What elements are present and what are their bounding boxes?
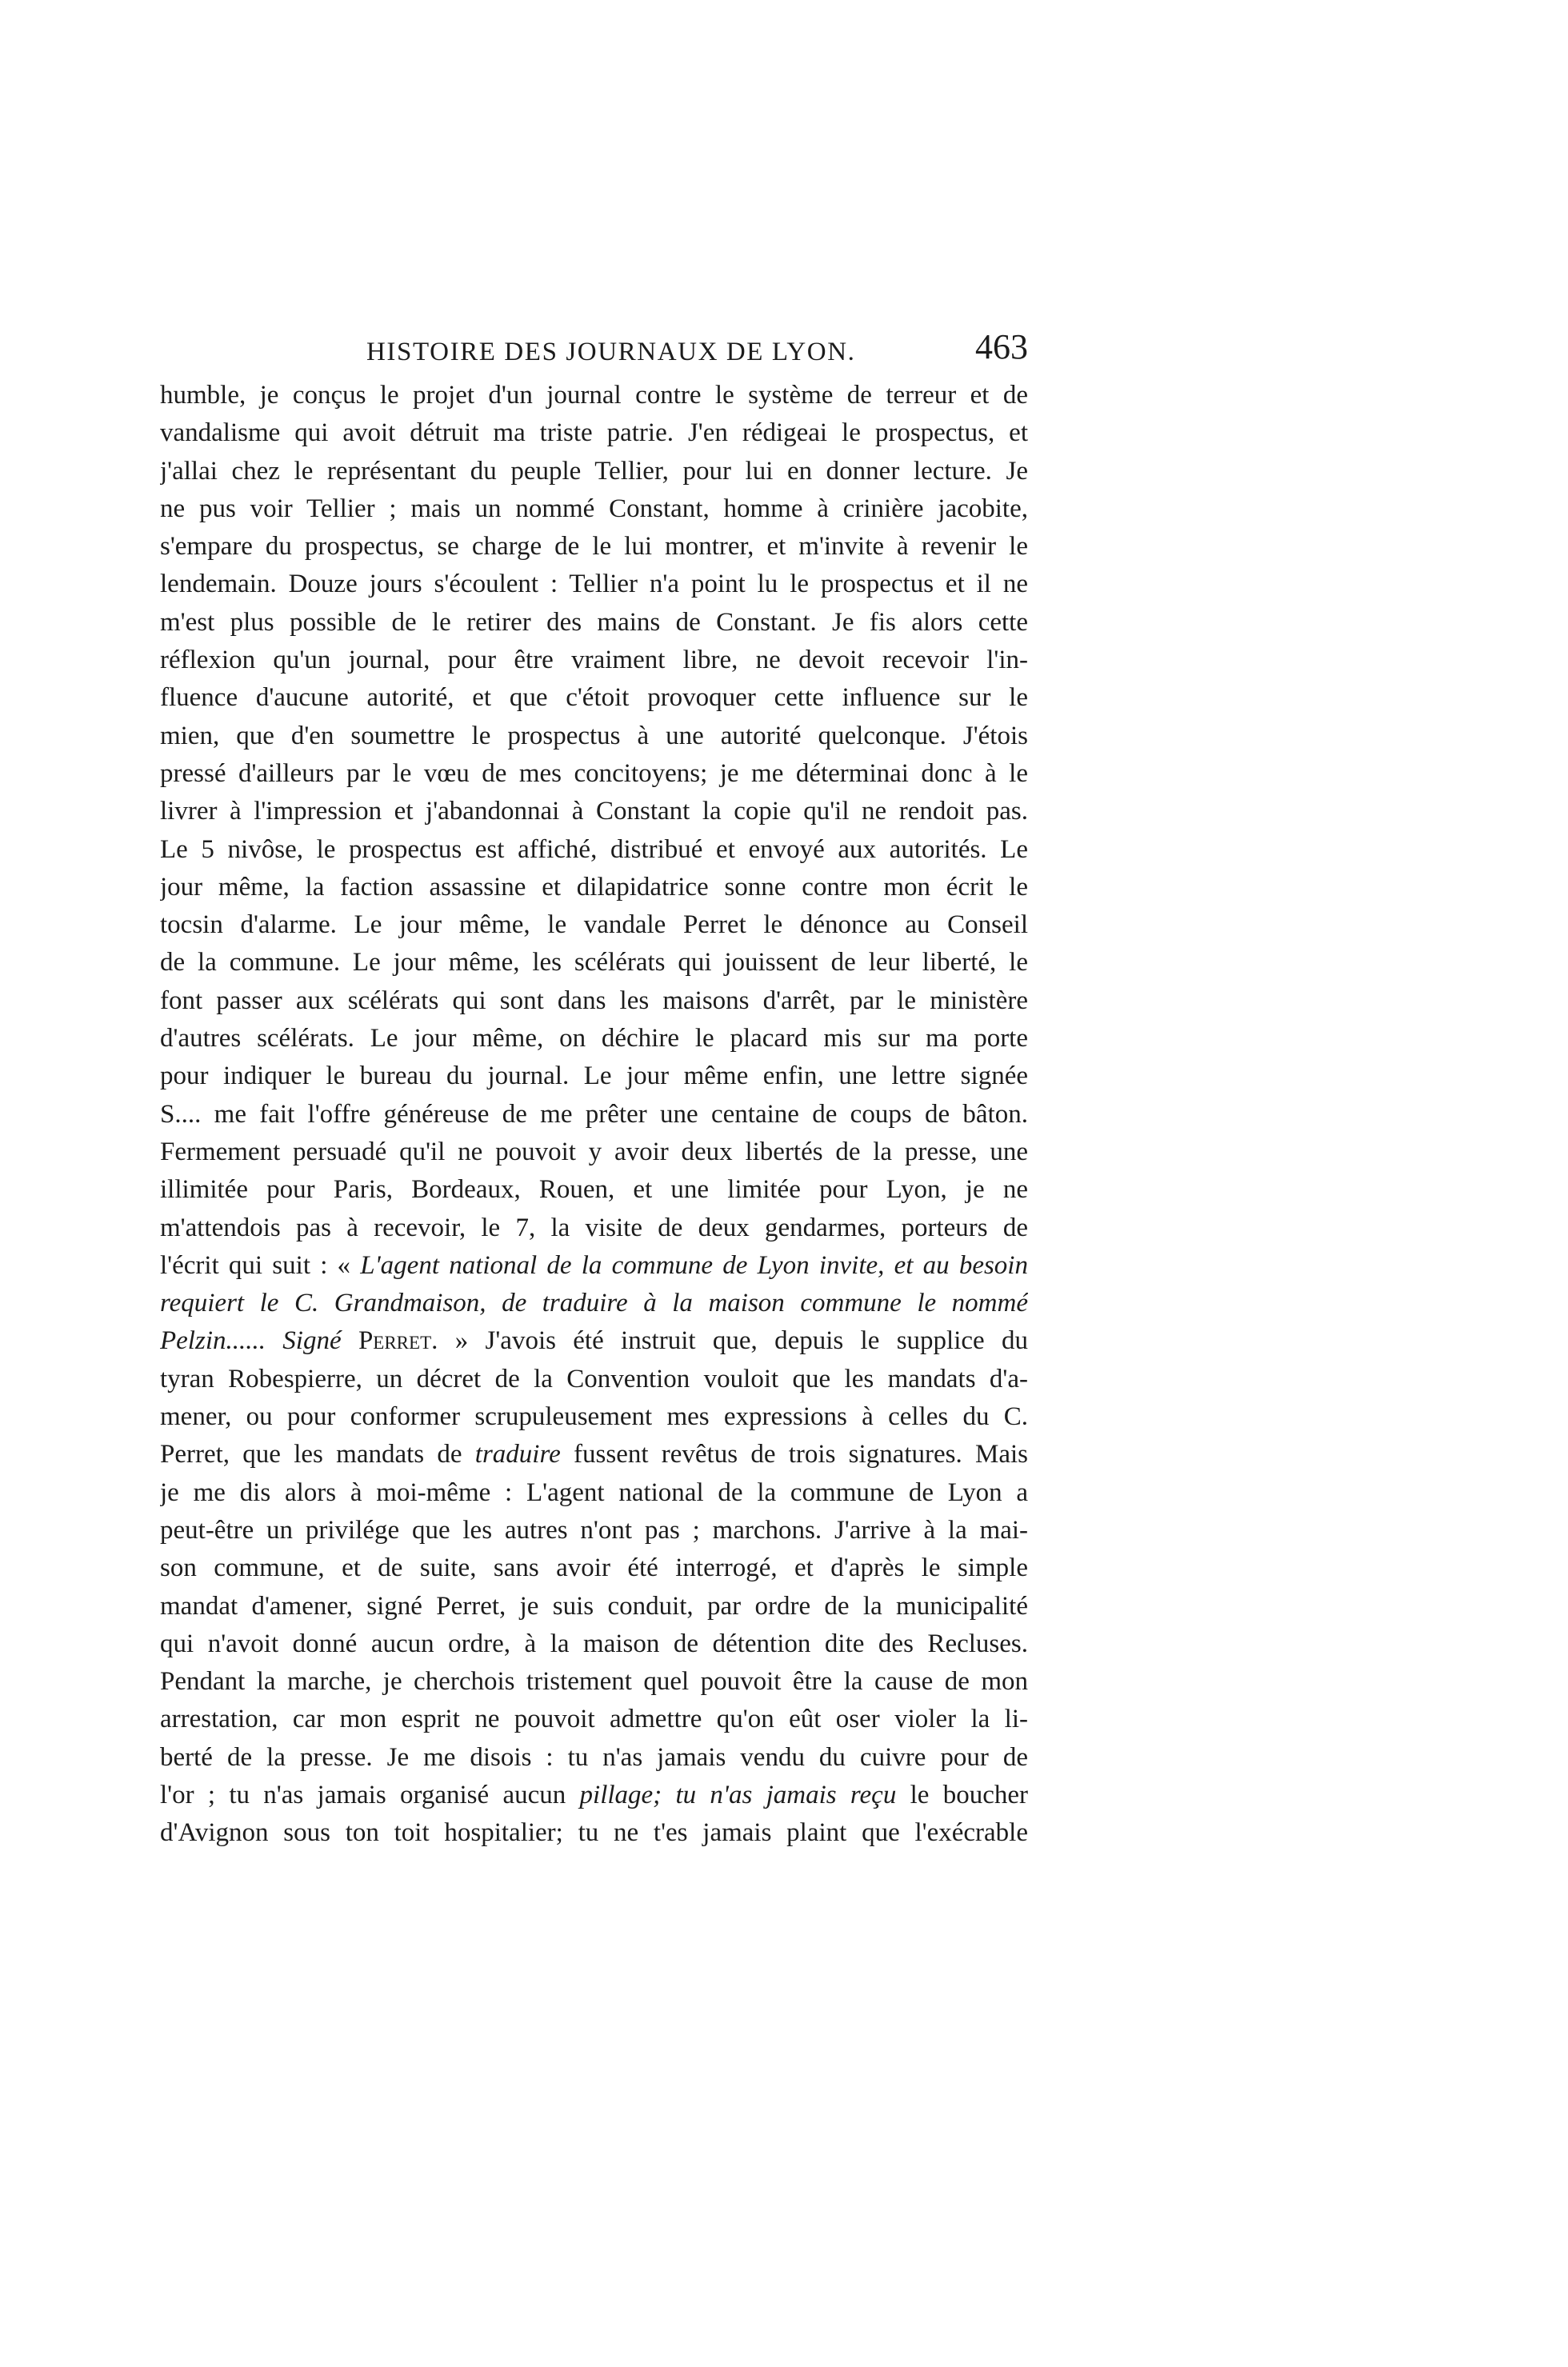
- text-line: tyran Robespierre, un décret de la Convention vouloit que les mandats d'a-: [160, 1364, 1028, 1393]
- line-text-tail: fussent revêtus de trois signatures. Mais: [560, 1440, 1028, 1469]
- text-line: d'autres scélérats. Le jour même, on déchire le placard mis sur ma porte: [160, 1024, 1028, 1054]
- text-line: livrer à l'impression et j'abandonnai à Constant la copie qu'il ne rendoit pas.: [160, 797, 1028, 826]
- text-line: peut-être un privilége que les autres n'ont pas ; marchons. J'arrive à la mai-: [160, 1515, 1028, 1545]
- text-line: mener, ou pour conformer scrupuleusement mes expressions à celles du C.: [160, 1402, 1028, 1432]
- line-text: Pelzin...... Signé: [160, 1326, 358, 1356]
- text-line: S.... me fait l'offre généreuse de me prêter une centaine de coups de bâton.: [160, 1099, 1028, 1129]
- body-text: [160, 377, 1028, 1853]
- text-line: mien, que d'en soumettre le prospectus à une autorité quelconque. J'étois: [160, 721, 1028, 750]
- text-line: arrestation, car mon esprit ne pouvoit admettre qu'on eût oser violer la li-: [160, 1705, 1028, 1734]
- text-line: s'empare du prospectus, se charge de le lui montrer, et m'invite à revenir le: [160, 532, 1028, 562]
- page-header: [160, 326, 1028, 371]
- text-line: qui n'avoit donné aucun ordre, à la maison de détention dite des Recluses.: [160, 1629, 1028, 1658]
- text-line: requiert le C. Grandmaison, de traduire à la maison commune le nommé: [160, 1289, 1028, 1318]
- text-line: [160, 1777, 1028, 1814]
- text-line: Fermement persuadé qu'il ne pouvoit y avoir deux libertés de la presse, une: [160, 1137, 1028, 1166]
- text-line: Le 5 nivôse, le prospectus est affiché, distribué et envoyé aux autorités. Le: [160, 834, 1028, 864]
- text-line: fluence d'aucune autorité, et que c'étoit provoquer cette influence sur le: [160, 683, 1028, 713]
- text-line: m'attendois pas à recevoir, le 7, la visite de deux gendarmes, porteurs de: [160, 1213, 1028, 1242]
- text-line: de la commune. Le jour même, les scélérats qui jouissent de leur liberté, le: [160, 948, 1028, 978]
- text-line: berté de la presse. Je me disois : tu n'as jamais vendu du cuivre pour de: [160, 1742, 1028, 1772]
- text-line: mandat d'amener, signé Perret, je suis conduit, par ordre de la municipalité: [160, 1591, 1028, 1621]
- text-line: pour indiquer le bureau du journal. Le jour même enfin, une lettre signée: [160, 1062, 1028, 1091]
- text-line: son commune, et de suite, sans avoir été interrogé, et d'après le simple: [160, 1553, 1028, 1583]
- italic-word: traduire: [474, 1440, 561, 1469]
- text-line: jour même, la faction assassine et dilapidatrice sonne contre mon écrit le: [160, 872, 1028, 902]
- text-line: d'Avignon sous ton toit hospitalier; tu ne t'es jamais plaint que l'exécrable: [160, 1818, 1028, 1848]
- text-line: pressé d'ailleurs par le vœu de mes concitoyens; je me déterminai donc à le: [160, 758, 1028, 788]
- italic-quote: L'agent national de la commune de Lyon invite, et au besoin: [360, 1250, 1028, 1280]
- text-line: réflexion qu'un journal, pour être vraiment libre, ne devoit recevoir l'in-: [160, 646, 1028, 675]
- running-title: HISTOIRE DES JOURNAUX DE LYON.: [366, 338, 856, 366]
- signatory-name: Perret.: [358, 1326, 438, 1356]
- line-text-tail: le boucher: [896, 1780, 1028, 1809]
- text-line: [160, 1436, 1028, 1473]
- text-line: [160, 1247, 1028, 1285]
- text-line: je me dis alors à moi-même : L'agent national de la commune de Lyon a: [160, 1477, 1028, 1507]
- text-line: m'est plus possible de le retirer des mains de Constant. Je fis alors cette: [160, 607, 1028, 637]
- line-text: l'écrit qui suit : «: [160, 1250, 361, 1280]
- text-line: font passer aux scélérats qui sont dans les maisons d'arrêt, par le ministère: [160, 986, 1028, 1015]
- text-line: vandalisme qui avoit détruit ma triste patrie. J'en rédigeai le prospectus, et: [160, 418, 1028, 448]
- line-text-tail: » J'avois été instruit que, depuis le supplice du: [438, 1326, 1028, 1356]
- line-text: Perret, que les mandats de: [160, 1440, 475, 1469]
- line-text: l'or ; tu n'as jamais organisé aucun: [160, 1780, 580, 1809]
- text-line: humble, je conçus le projet d'un journal contre le système de terreur et de: [160, 381, 1028, 410]
- text-line: tocsin d'alarme. Le jour même, le vandale Perret le dénonce au Conseil: [160, 910, 1028, 940]
- text-line: j'allai chez le représentant du peuple Tellier, pour lui en donner lecture. Je: [160, 456, 1028, 486]
- italic-phrase: pillage; tu n'as jamais reçu: [579, 1780, 897, 1809]
- text-line: Pendant la marche, je cherchois tristement quel pouvoit être la cause de mon: [160, 1667, 1028, 1697]
- text-line: [160, 1322, 1028, 1360]
- page-number: 463: [975, 327, 1028, 366]
- text-line: ne pus voir Tellier ; mais un nommé Constant, homme à crinière jacobite,: [160, 494, 1028, 523]
- text-line: lendemain. Douze jours s'écoulent : Tellier n'a point lu le prospectus et il ne: [160, 570, 1028, 599]
- text-line: illimitée pour Paris, Bordeaux, Rouen, et une limitée pour Lyon, je ne: [160, 1175, 1028, 1205]
